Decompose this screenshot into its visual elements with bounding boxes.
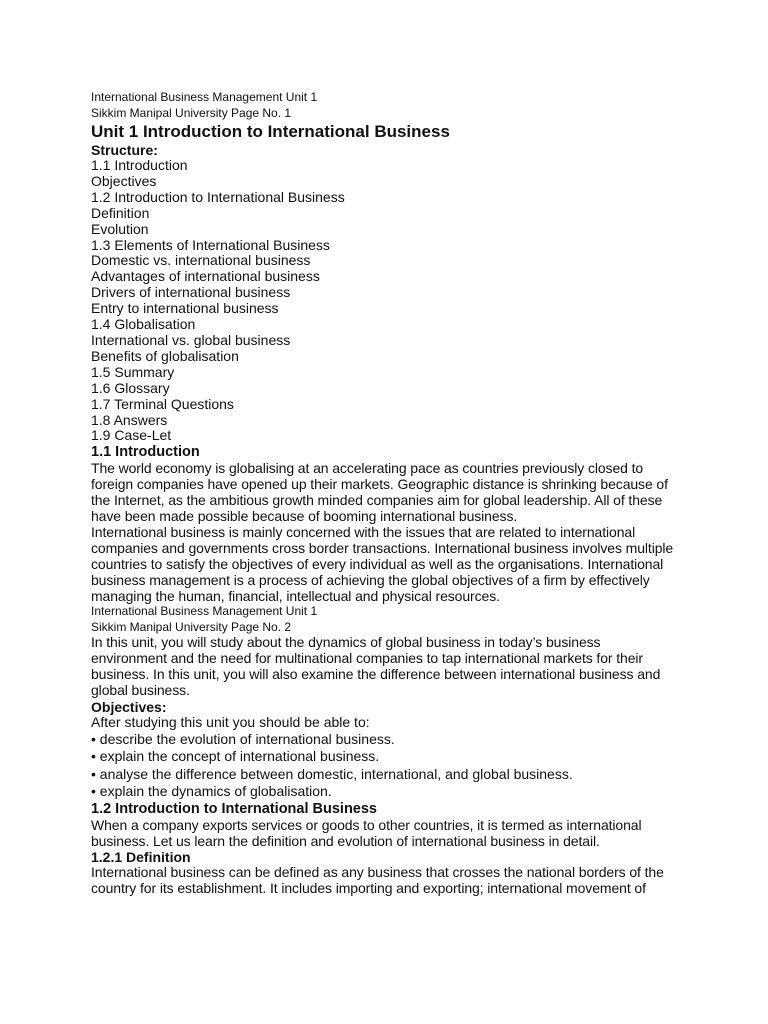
running-header-line-1: International Business Management Unit 1: [91, 604, 318, 619]
section-heading-1-2: 1.2 Introduction to International Business: [91, 800, 377, 817]
running-header-line-2: Sikkim Manipal University Page No. 2: [91, 619, 292, 634]
paragraph-line: countries to satisfy the objectives of every individual as well as the organisations. International: [91, 555, 664, 572]
section-heading-introduction: 1.1 Introduction: [91, 444, 200, 461]
structure-heading: Structure:: [91, 142, 158, 158]
structure-item: Advantages of international business: [91, 268, 320, 285]
structure-item: 1.2 Introduction to International Business: [91, 188, 345, 205]
running-header-line-1: International Business Management Unit 1: [91, 90, 318, 104]
structure-item: Evolution: [91, 220, 149, 237]
structure-item: 1.1 Introduction: [91, 157, 188, 173]
structure-item: Benefits of globalisation: [91, 347, 239, 364]
structure-item: Objectives: [91, 172, 157, 189]
section-1-2-1-paragraph: [91, 865, 691, 897]
structure-list: [91, 158, 691, 444]
objective-item: • analyse the difference between domestic, international, and global business.: [91, 765, 573, 782]
intro-continuation-paragraph: [91, 635, 691, 699]
paragraph-line: foreign companies have opened up their markets. Geographic distance is shrinking because of: [91, 476, 668, 493]
section-1-2-paragraph: [91, 818, 691, 850]
document-page: [91, 90, 691, 897]
intro-paragraph-1: [91, 461, 691, 525]
objective-item: • explain the concept of international business.: [91, 748, 380, 765]
structure-item: 1.9 Case-Let: [91, 427, 172, 444]
objective-item: • describe the evolution of international business.: [91, 731, 395, 747]
unit-title: Unit 1 Introduction to International Business: [91, 122, 450, 141]
objectives-list: [91, 731, 691, 801]
objectives-lead: After studying this unit you should be able to:: [91, 714, 370, 731]
structure-item: Drivers of international business: [91, 284, 291, 301]
structure-item: 1.6 Glossary: [91, 379, 170, 396]
paragraph-line: business. In this unit, you will also examine the difference between international business and: [91, 666, 661, 683]
structure-item: Definition: [91, 204, 150, 221]
structure-item: International vs. global business: [91, 331, 291, 348]
paragraph-line: When a company exports services or goods to other countries, it is termed as international: [91, 816, 642, 833]
running-header-line-2: Sikkim Manipal University Page No. 1: [91, 105, 292, 120]
intro-paragraph-2: [91, 525, 691, 605]
paragraph-line: have been made possible because of booming international business.: [91, 508, 518, 525]
paragraph-line: environment and the need for multinational companies to tap international markets for their: [91, 650, 643, 667]
structure-item: 1.4 Globalisation: [91, 316, 196, 333]
paragraph-line: managing the human, financial, intellectual and physical resources.: [91, 587, 500, 604]
paragraph-line: In this unit, you will study about the dynamics of global business in today’s business: [91, 634, 601, 651]
structure-item: 1.3 Elements of International Business: [91, 236, 330, 253]
paragraph-line: global business.: [91, 682, 190, 699]
paragraph-line: International business can be defined as any business that crosses the national borders of the: [91, 864, 664, 881]
paragraph-line: companies and governments cross border transactions. International business involves multiple: [91, 539, 674, 556]
objective-item: • explain the dynamics of globalisation.: [91, 783, 332, 800]
structure-item: 1.8 Answers: [91, 411, 168, 428]
structure-item: 1.5 Summary: [91, 363, 175, 380]
paragraph-line: International business is mainly concerned with the issues that are related to international: [91, 523, 636, 540]
paragraph-line: the Internet, as the ambitious growth minded companies aim for global leadership. All of these: [91, 492, 663, 509]
paragraph-line: The world economy is globalising at an accelerating pace as countries previously closed to: [91, 460, 644, 477]
section-heading-1-2-1: 1.2.1 Definition: [91, 849, 191, 866]
objectives-heading: Objectives:: [91, 699, 167, 716]
paragraph-line: business. Let us learn the definition and evolution of international business in detail.: [91, 832, 600, 849]
structure-item: 1.7 Terminal Questions: [91, 395, 234, 412]
structure-item: Domestic vs. international business: [91, 252, 311, 269]
structure-item: Entry to international business: [91, 300, 279, 317]
paragraph-line: business management is a process of achieving the global objectives of a firm by effectively: [91, 571, 650, 588]
paragraph-line: country for its establishment. It includes importing and exporting; international movement of: [91, 880, 646, 897]
